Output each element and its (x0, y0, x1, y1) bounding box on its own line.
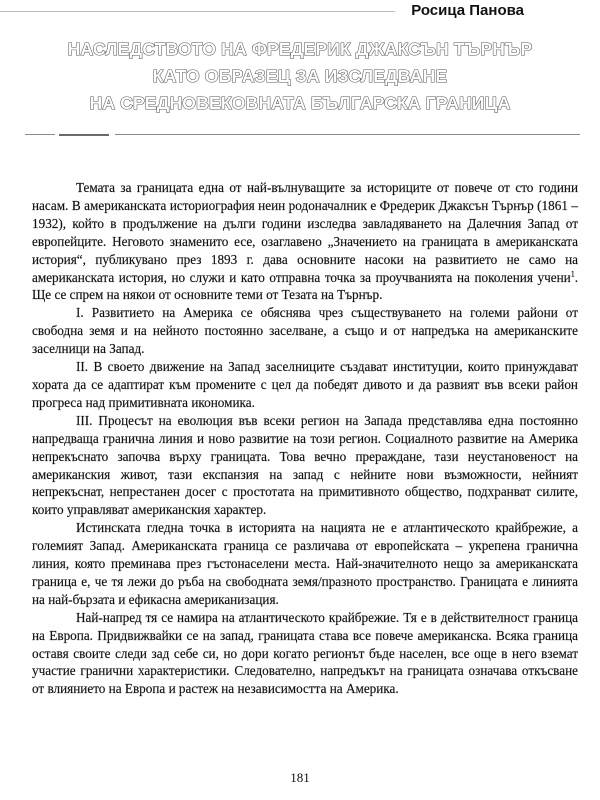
divider-ornament (59, 134, 109, 136)
article-body (32, 179, 578, 698)
title-line-1: НАСЛЕДСТВОТО НА ФРЕДЕРИК ДЖАКСЪН ТЪРНЪР (67, 39, 533, 59)
title-divider (25, 130, 580, 140)
divider-segment (115, 134, 580, 135)
paragraph-thesis-3: III. Процесът на еволюция във всеки регион на Запада представлява една постоянно напредваща гранична линия и ново развитие на този регион. Социалното развитие на Америка непрекъснато започва върху границата. Това вечно прераждане, тази неустановеност на американския живот, тази експанзия на запад с нейните нови възможности, нейният непрекъснат, непрестанен досег с простотата на примитивното общество, подхранват силите, които управляват американския характер. (32, 412, 578, 518)
paragraph-west: Истинската гледна точка в историята на нацията не е атлантическото крайбрежие, а големият Запад. Американската граница се различава от европейската – укрепена гранична линия, която преминава през гъстонаселени места. Най-значителното нещо за американската граница е, че тя лежи до ръба на свободната земя/празното пространство. Границата е линията на най-бързата и ефикасна американизация. (32, 520, 578, 607)
paragraph-atlantic: Най-напред тя се намира на атлантическото крайбрежие. Тя е в действителност граница на Европа. Придвижвайки се на запад, границата става все повече американска. Всяка граница оставя своите следи зад себе си, но дори когато регионът бъде населен, все още в него вземат участие гранични характеристики. Следователно, напредъкът на границата означава откъсване от влиянието на Европа и растеж на независимостта на Америка. (32, 609, 578, 697)
title-line-2: КАТО ОБРАЗЕЦ ЗА ИЗСЛЕДВАНЕ (152, 66, 448, 86)
footnote-ref: 1 (570, 269, 575, 279)
paragraph-text: . Ще се спрем на някои от основните теми от Тезата на Търнър. (32, 269, 578, 303)
title-line-3: НА СРЕДНОВЕКОВНАТА БЪЛГАРСКА ГРАНИЦА (89, 93, 511, 113)
paragraph-thesis-2: II. В своето движение на Запад заселниците създават институции, които принуждават хората да се адаптират към промените с цел да победят дивото и да развият във всеки район прогреса над примитивната икономика. (32, 359, 578, 410)
running-header (0, 0, 600, 22)
page-number: 181 (290, 770, 310, 785)
header-rule (0, 11, 395, 12)
paragraph-thesis-1: I. Развитието на Америка се обяснява чрез съществуването на големи райони от свободна земя и на нейното постоянно заселване, а също и от напредъка на американските заселници на Запад. (32, 305, 578, 357)
paragraph-intro (32, 179, 578, 304)
author-name: Росица Панова (405, 0, 530, 22)
article-title (0, 36, 600, 117)
divider-segment (25, 134, 55, 135)
paragraph-text: Темата за границата една от най-вълнуващите за историците от повече от сто години насам. В американската историография неин родоначалник е Фредерик Джаксън Търнър (1861 – 1932), който в продължение на дълги години изследва завладяването на Далечния Запад от европейците. Неговото знаменито есе, озаглавено „Значението на границата в американската история“, публикувано през 1893 г. дава основните насоки на развитието не само на американската история, но служи и като отправна точка за проучванията на поколения учени (32, 180, 578, 285)
